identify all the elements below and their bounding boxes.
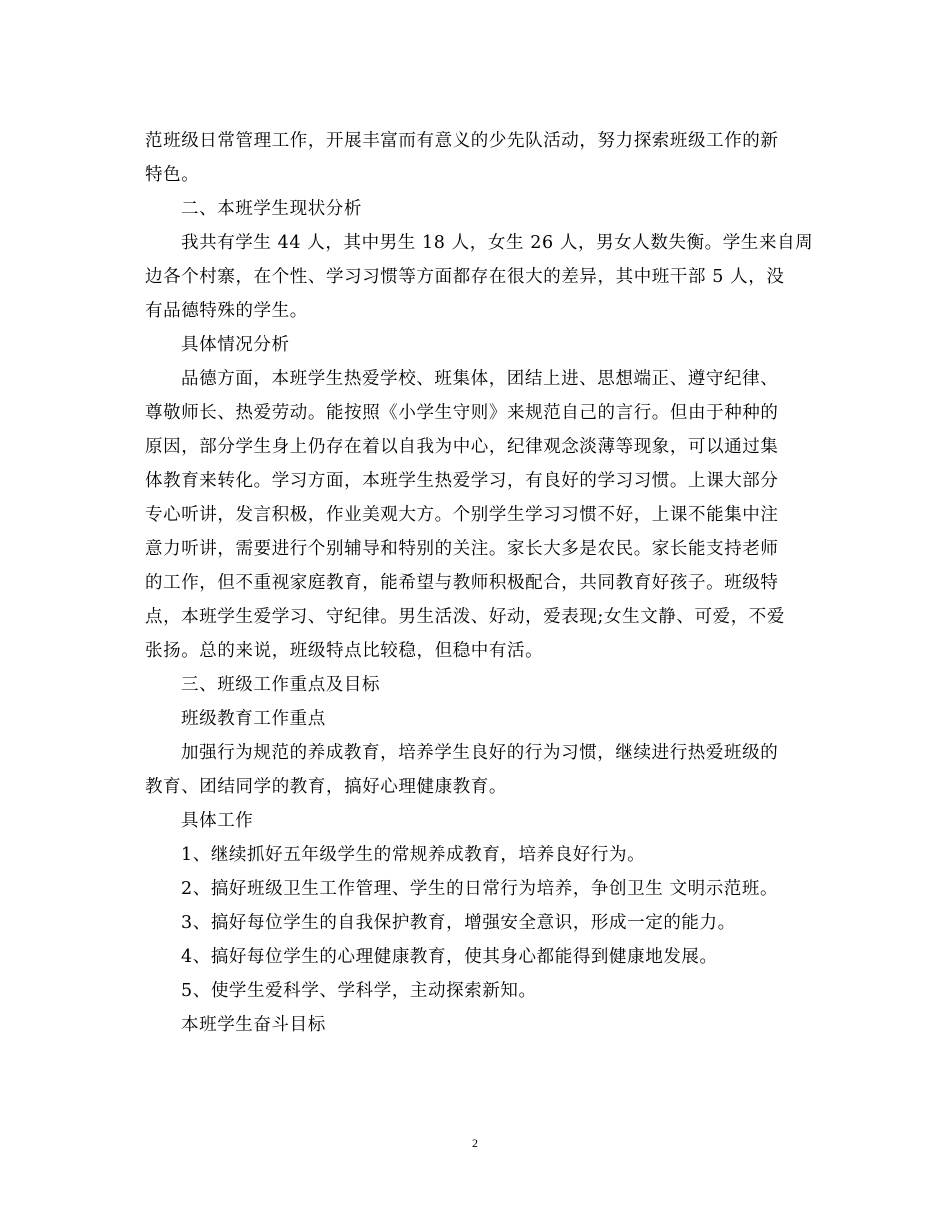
subsection-heading: 具体工作 — [181, 811, 254, 831]
text-line: 专心听讲，发言积极，作业美观大方。个别学生学习习惯不好，上课不能集中注 — [145, 505, 779, 525]
text-line: 加强行为规范的养成教育，培养学生良好的行为习惯，继续进行热爱班级的 — [181, 743, 779, 763]
text-line: 有品德特殊的学生。 — [145, 301, 308, 321]
text-line: 边各个村寨，在个性、学习习惯等方面都存在很大的差异，其中班干部 5 人，没 — [145, 267, 785, 287]
text-line: 的工作，但不重视家庭教育，能希望与教师积极配合，共同教育好孩子。班级特 — [145, 573, 779, 593]
text-line: 张扬。总的来说，班级特点比较稳，但稳中有活。 — [145, 641, 544, 661]
subsection-heading: 班级教育工作重点 — [181, 709, 326, 729]
subsection-heading: 本班学生奋斗目标 — [181, 1015, 326, 1035]
list-item: 5、使学生爱科学、学科学，主动探索新知。 — [181, 981, 537, 1001]
subsection-heading: 具体情况分析 — [181, 335, 290, 355]
list-item: 4、搞好每位学生的心理健康教育，使其身心都能得到健康地发展。 — [181, 947, 718, 967]
text-line: 原因，部分学生身上仍存在着以自我为中心，纪律观念淡薄等现象，可以通过集 — [145, 437, 779, 457]
list-item: 3、搞好每位学生的自我保护教育，增强安全意识，形成一定的能力。 — [181, 913, 736, 933]
text-line: 我共有学生 44 人，其中男生 18 人，女生 26 人，男女人数失衡。学生来自周 — [181, 233, 814, 253]
page-number: 2 — [472, 1136, 478, 1150]
section-heading: 三、班级工作重点及目标 — [181, 675, 381, 695]
section-heading: 二、本班学生现状分析 — [181, 199, 362, 219]
text-line: 尊敬师长、热爱劳动。能按照《小学生守则》来规范自己的言行。但由于种种的 — [145, 403, 779, 423]
text-line: 特色。 — [145, 165, 200, 185]
text-line: 意力听讲，需要进行个别辅导和特别的关注。家长大多是农民。家长能支持老师 — [145, 539, 779, 559]
text-line: 体教育来转化。学习方面，本班学生热爱学习，有良好的学习习惯。上课大部分 — [145, 471, 779, 491]
text-line: 范班级日常管理工作，开展丰富而有意义的少先队活动，努力探索班级工作的新 — [145, 131, 779, 151]
list-item: 1、继续抓好五年级学生的常规养成教育，培养良好行为。 — [181, 845, 646, 865]
document-body — [145, 124, 814, 1042]
text-line: 教育、团结同学的教育，搞好心理健康教育。 — [145, 777, 507, 797]
list-item: 2、搞好班级卫生工作管理、学生的日常行为培养，争创卫生 文明示范班。 — [181, 879, 779, 899]
text-line: 品德方面，本班学生热爱学校、班集体，团结上进、思想端正、遵守纪律、 — [181, 369, 779, 389]
text-line: 点，本班学生爱学习、守纪律。男生活泼、好动，爱表现;女生文静、可爱，不爱 — [145, 607, 785, 627]
